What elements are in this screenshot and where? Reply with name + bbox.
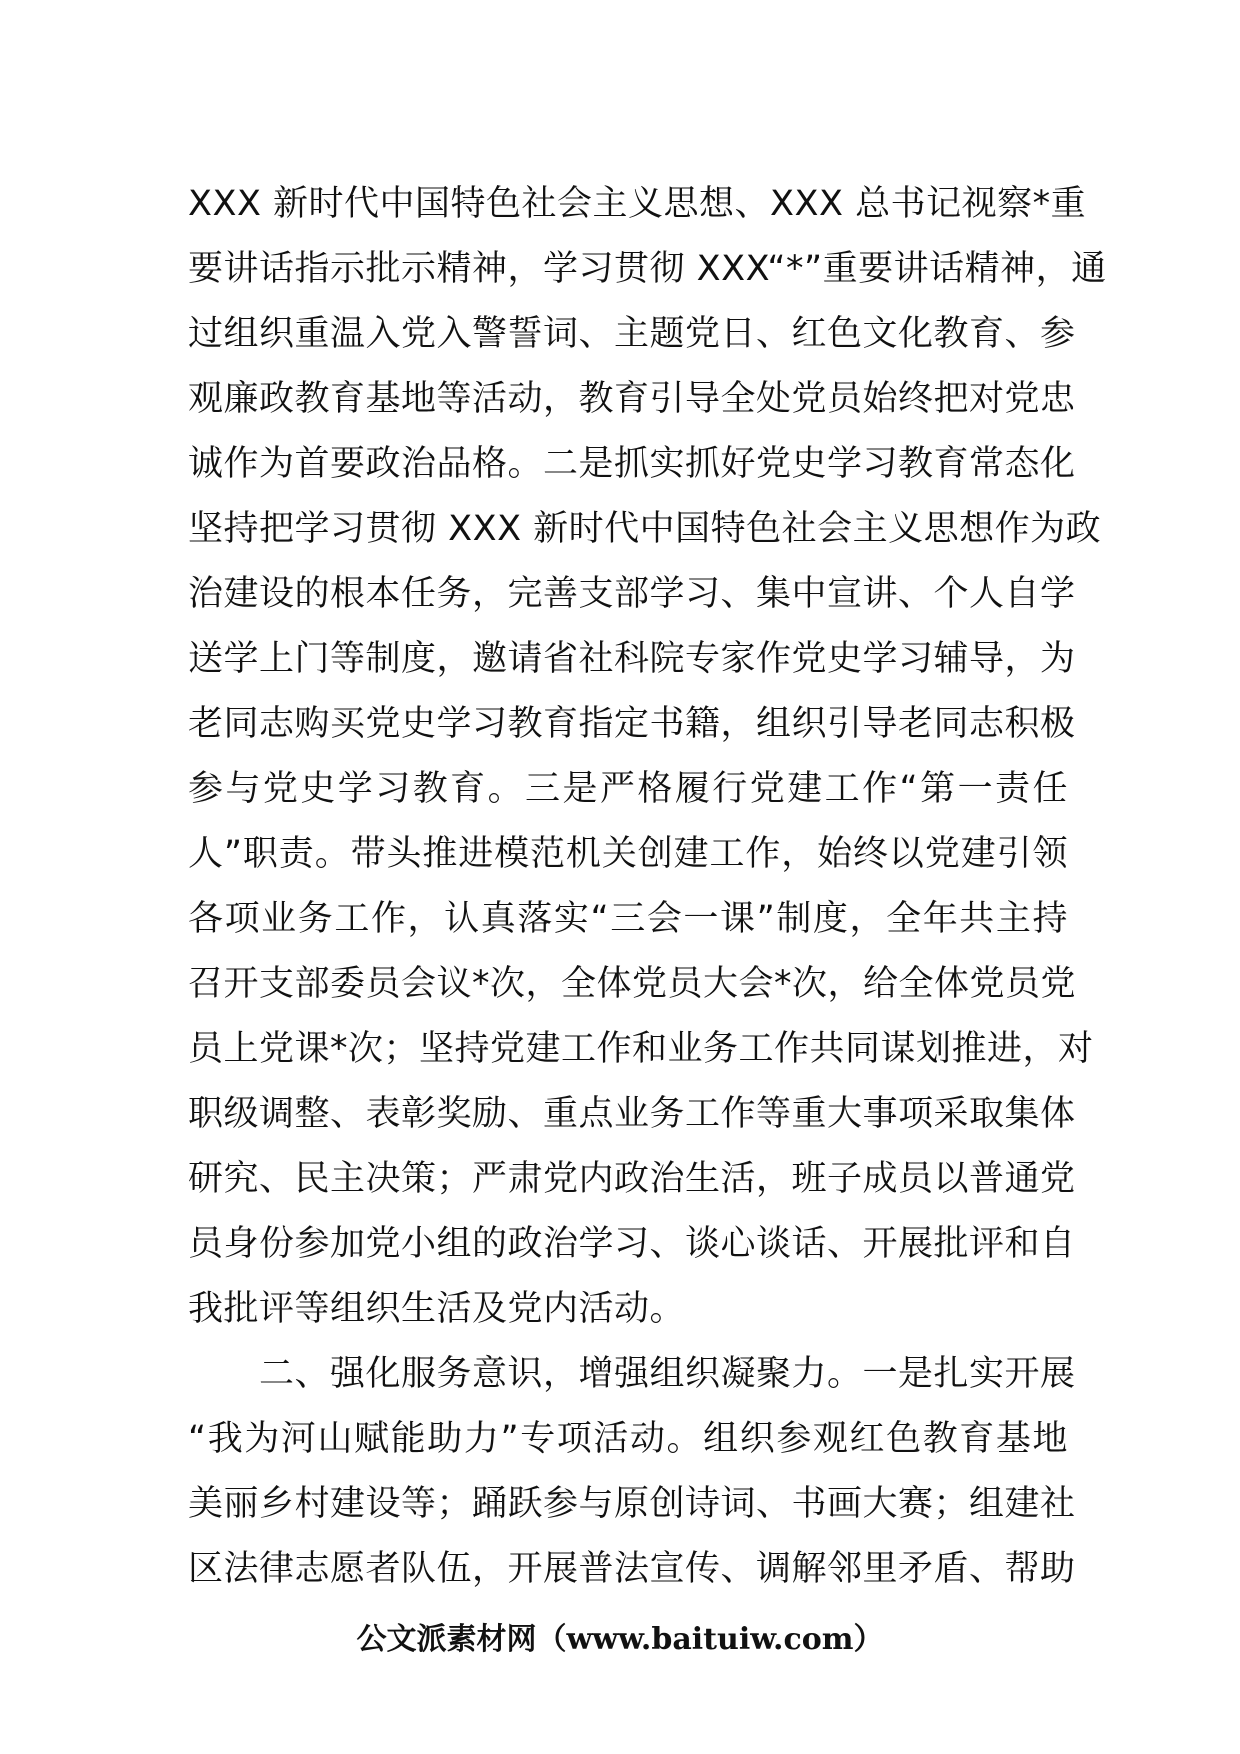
text-line: 召开支部委员会议*次，全体党员大会*次，给全体党员党 xyxy=(188,964,1077,1004)
text-line: XXX 新时代中国特色社会主义思想、XXX 总书记视察*重 xyxy=(188,184,1087,224)
text-line: 研究、民主决策；严肃党内政治生活，班子成员以普通党 xyxy=(188,1159,1076,1199)
text-line: 我批评等组织生活及党内活动。 xyxy=(188,1289,686,1329)
text-line: 过组织重温入党入警誓词、主题党日、红色文化教育、参 xyxy=(188,314,1076,354)
text-line: 二、强化服务意识，增强组织凝聚力。一是扎实开展 xyxy=(188,1354,1076,1394)
text-line: 员身份参加党小组的政治学习、谈心谈话、开展批评和自 xyxy=(188,1224,1076,1264)
text-line: 员上党课*次；坚持党建工作和业务工作共同谋划推进，对 xyxy=(188,1029,1094,1069)
footer-watermark: 公文派素材网（www.baituiw.com） xyxy=(356,1622,884,1657)
text-line: 要讲话指示批示精神，学习贯彻 XXX“*”重要讲话精神，通 xyxy=(188,249,1107,289)
text-line: 坚持把学习贯彻 XXX 新时代中国特色社会主义思想作为政 xyxy=(188,509,1102,549)
body-text xyxy=(188,172,1107,1602)
text-line: 参与党史学习教育。三是严格履行党建工作“第一责任 xyxy=(188,769,1068,809)
text-line: 治建设的根本任务，完善支部学习、集中宣讲、个人自学 xyxy=(188,574,1076,614)
text-line: 美丽乡村建设等；踊跃参与原创诗词、书画大赛；组建社 xyxy=(188,1484,1076,1524)
text-line: 诚作为首要政治品格。二是抓实抓好党史学习教育常态化 xyxy=(188,444,1076,484)
text-line: 老同志购买党史学习教育指定书籍，组织引导老同志积极 xyxy=(188,704,1076,744)
text-line: 各项业务工作，认真落实“三会一课”制度，全年共主持 xyxy=(188,899,1068,939)
text-line: 人”职责。带头推进模范机关创建工作，始终以党建引领 xyxy=(188,834,1068,874)
text-line: 观廉政教育基地等活动，教育引导全处党员始终把对党忠 xyxy=(188,379,1076,419)
text-line: 区法律志愿者队伍，开展普法宣传、调解邻里矛盾、帮助 xyxy=(188,1549,1076,1589)
text-line: 职级调整、表彰奖励、重点业务工作等重大事项采取集体 xyxy=(188,1094,1076,1134)
text-line: 送学上门等制度，邀请省社科院专家作党史学习辅导，为 xyxy=(188,639,1076,679)
text-line: “我为河山赋能助力”专项活动。组织参观红色教育基地 xyxy=(188,1419,1068,1459)
